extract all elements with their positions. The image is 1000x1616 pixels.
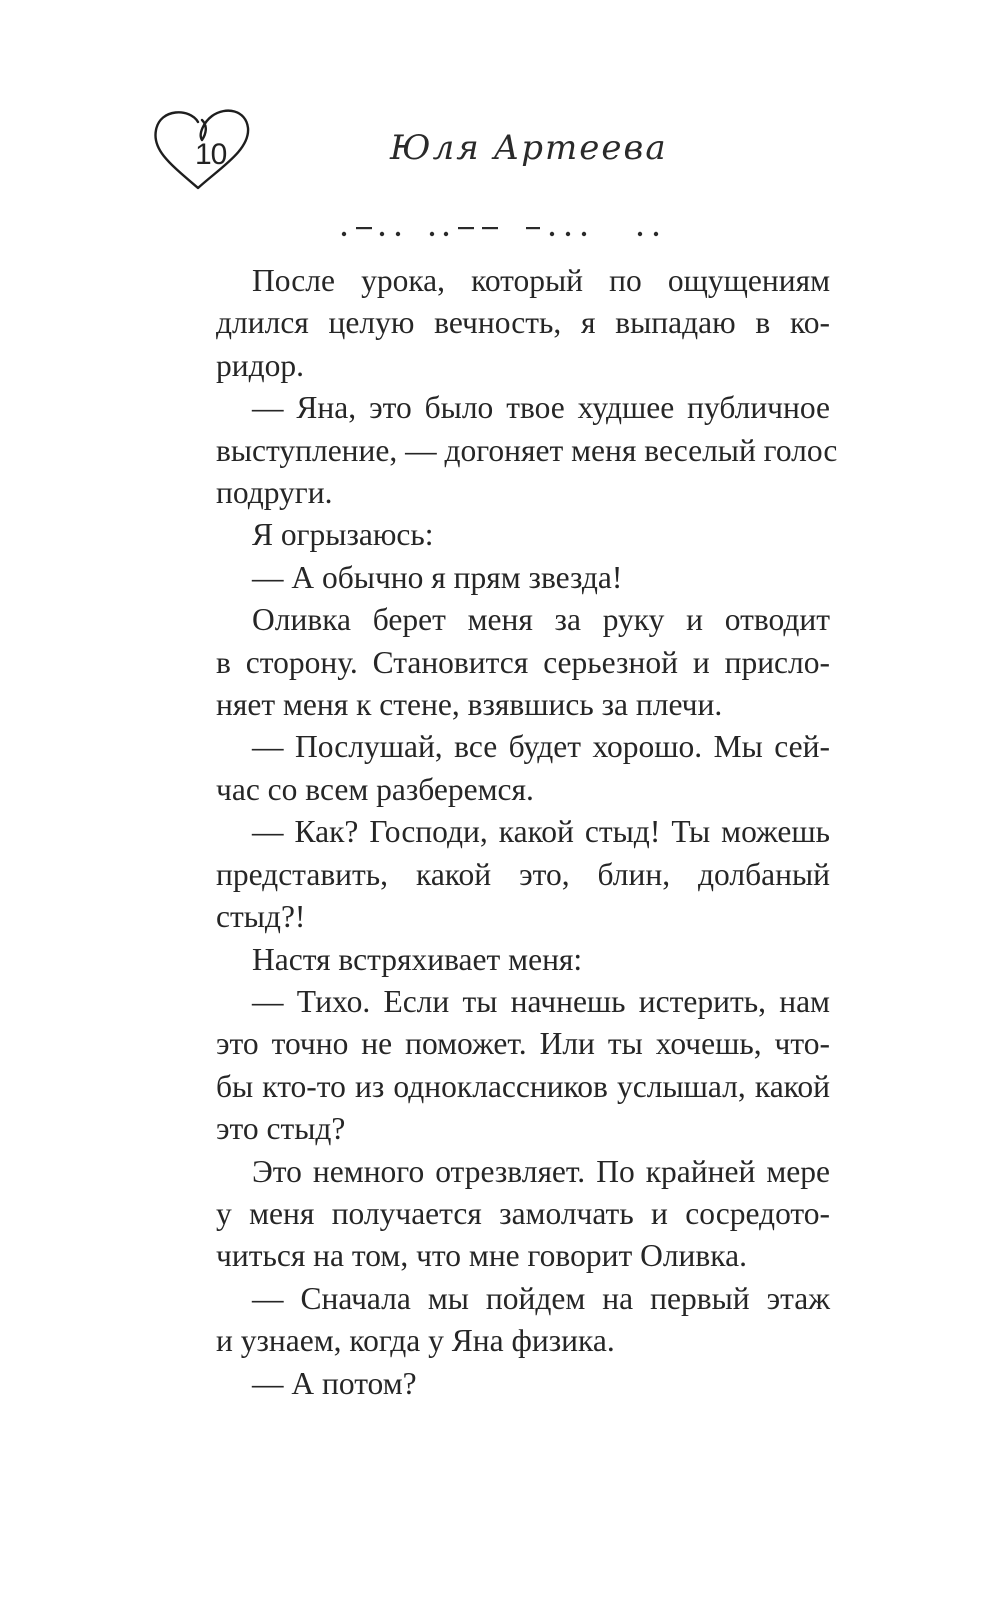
text-line: выступление, — догоняет меня веселый голос: [216, 432, 838, 468]
running-header-author: Юля Артеева: [390, 128, 668, 168]
text-line: Оливка берет меня за руку и отводит: [252, 602, 830, 638]
text-line: Это немного отрезвляет. По крайней мере: [252, 1153, 830, 1189]
text-line: это точно не поможет. Или ты хочешь, что-: [216, 1026, 830, 1062]
text-line: — А обычно я прям звезда!: [252, 559, 623, 595]
paragraph: [180, 557, 830, 599]
text-line: и узнаем, когда у Яна физика.: [216, 1323, 615, 1359]
paragraph: [180, 599, 830, 726]
text-line: представить, какой это, блин, долбаный: [216, 856, 830, 892]
text-line: Настя встряхивает меня:: [252, 941, 583, 977]
paragraph: [180, 1151, 830, 1278]
body-text: [180, 260, 838, 1405]
paragraph: [180, 1363, 830, 1405]
paragraph: [180, 387, 838, 514]
paragraph: [180, 514, 830, 556]
text-line: — Как? Господи, какой стыд! Ты можешь: [252, 814, 830, 850]
text-line: Я огрызаюсь:: [252, 517, 434, 553]
paragraph: [180, 939, 830, 981]
text-line: подруги.: [216, 475, 333, 511]
text-line: няет меня к стене, взявшись за плечи.: [216, 687, 723, 723]
paragraph: [180, 1278, 830, 1363]
text-line: час со всем разберемся.: [216, 771, 534, 807]
text-line: — Сначала мы пойдем на первый этаж: [252, 1280, 830, 1316]
text-line: бы кто-то из одноклассников услышал, какой: [216, 1068, 830, 1104]
page-number: 10: [195, 138, 227, 171]
text-line: читься на том, что мне говорит Оливка.: [216, 1238, 747, 1274]
text-line: После урока, который по ощущениям: [252, 263, 830, 298]
paragraph: [180, 811, 830, 938]
text-line: ридор.: [216, 347, 305, 383]
text-line: — Тихо. Если ты начнешь истерить, нам: [252, 983, 830, 1019]
cropped-text-fragment: [340, 224, 680, 238]
paragraph: [180, 981, 830, 1151]
paragraph: [180, 726, 830, 811]
text-line: у меня получается замолчать и сосредото-: [216, 1195, 830, 1231]
text-line: — А потом?: [252, 1365, 417, 1401]
text-line: длился целую вечность, я выпадаю в ко-: [216, 305, 830, 341]
text-line: это стыд?: [216, 1111, 346, 1147]
paragraph: [180, 260, 830, 387]
text-line: в сторону. Становится серьезной и присло-: [216, 644, 830, 680]
text-line: — Яна, это было твое худшее публичное: [252, 390, 830, 426]
text-line: стыд?!: [216, 899, 306, 935]
text-line: — Послушай, все будет хорошо. Мы сей-: [252, 729, 830, 765]
